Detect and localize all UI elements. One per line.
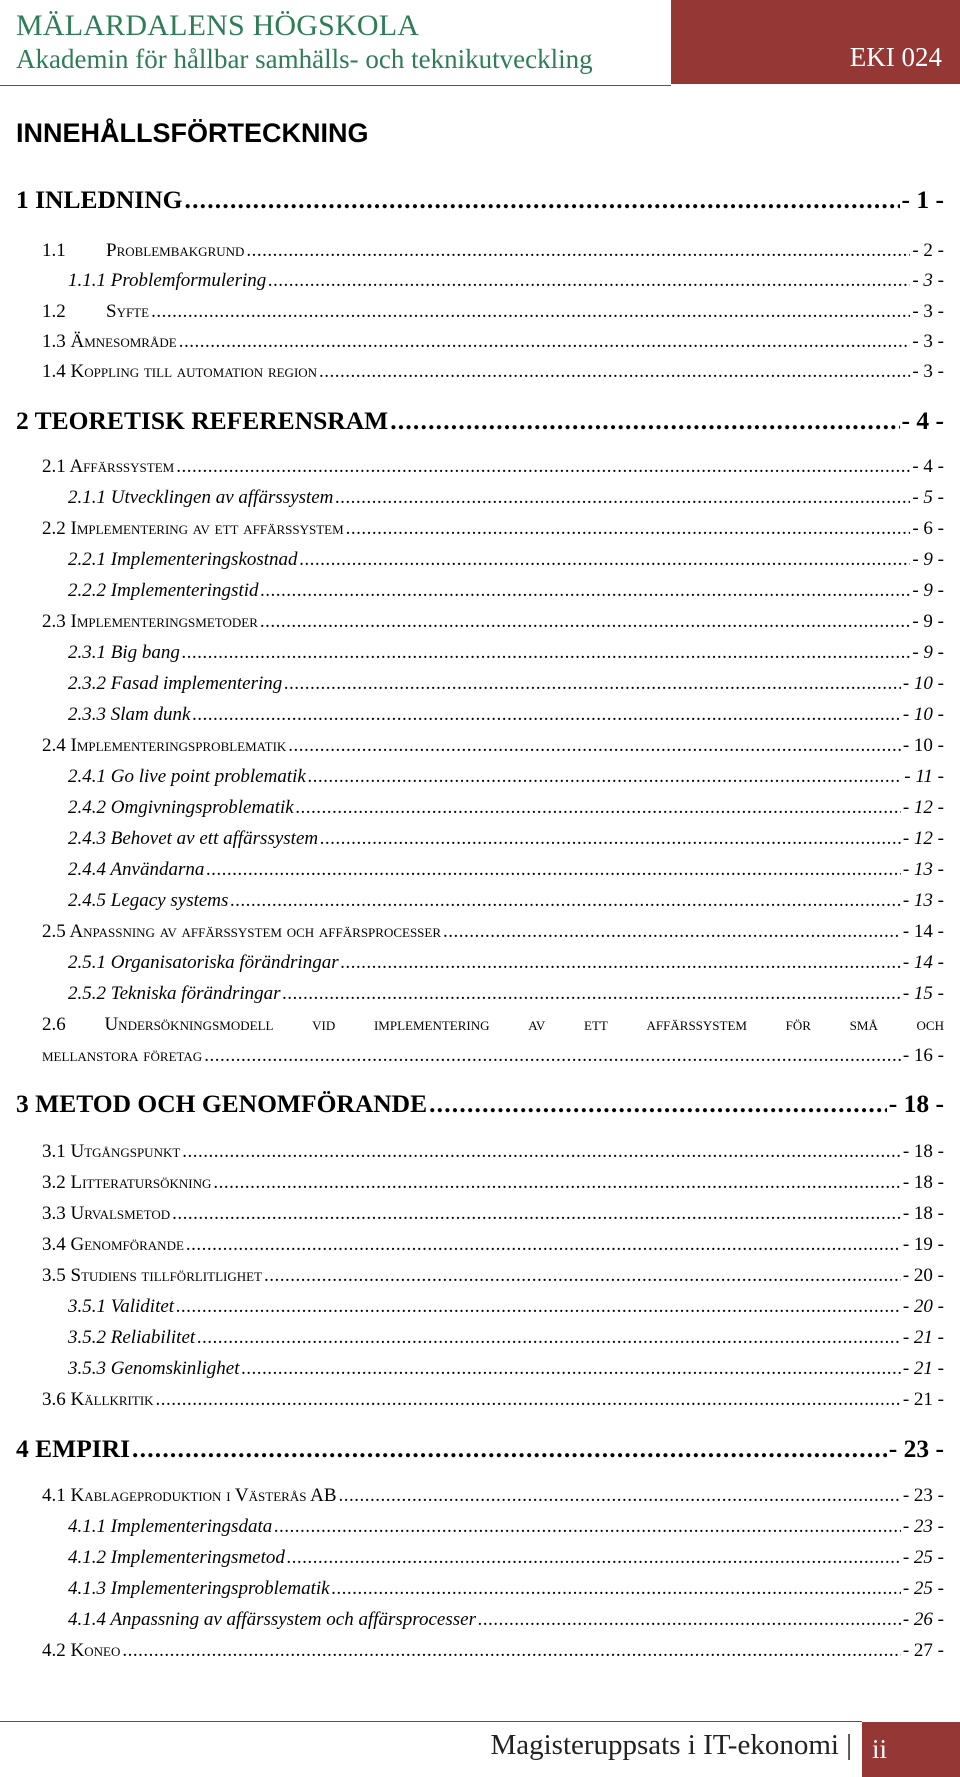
toc-entry-subsection[interactable] — [68, 549, 944, 571]
toc-entry-subsection[interactable] — [68, 704, 944, 726]
course-code: EKI 024 — [849, 42, 942, 72]
toc-entry-subsection[interactable] — [68, 1327, 944, 1349]
toc-leader-dots — [197, 1327, 901, 1347]
toc-entry-page: - 23 - — [902, 1485, 944, 1506]
toc-leader-dots — [156, 1389, 901, 1409]
toc-entry-label: 3.5.3 Genomskinlighet — [68, 1358, 240, 1379]
toc-entry-page: - 19 - — [902, 1234, 944, 1255]
toc-entry-page: - 12 - — [902, 797, 944, 818]
toc-leader-dots — [176, 1296, 901, 1316]
toc-leader-dots — [242, 1358, 901, 1378]
toc-leader-dots — [264, 1265, 901, 1285]
page-number-box — [862, 1722, 960, 1777]
toc-entry-number: 1.1 — [42, 240, 66, 261]
toc-entry-label: 2.4.5 Legacy systems — [68, 890, 229, 911]
toc-entry-page: - 23 - — [902, 1516, 944, 1537]
toc-leader-dots — [320, 828, 901, 848]
toc-entry-page: - 20 - — [902, 1296, 944, 1317]
toc-entry-subsection[interactable] — [68, 487, 944, 509]
header-title-block — [16, 8, 593, 74]
toc-entry-subsection[interactable] — [68, 952, 944, 974]
toc-entry-section[interactable] — [42, 518, 944, 540]
toc-leader-dots — [341, 952, 901, 972]
toc-leader-dots — [390, 406, 899, 433]
page-footer — [0, 1701, 960, 1777]
toc-entry-page: - 2 - — [912, 240, 944, 261]
toc-entry-page: - 20 - — [902, 1265, 944, 1286]
toc-leader-dots — [176, 456, 910, 476]
toc-entry-label: 1 INLEDNING — [16, 185, 183, 214]
toc-entry-label: 4.1.2 Implementeringsmetod — [68, 1547, 285, 1568]
toc-entry-section[interactable] — [42, 1203, 944, 1225]
toc-entry-page: - 16 - — [902, 1045, 944, 1066]
toc-entry-label: Syfte — [106, 301, 150, 322]
toc-entry-section[interactable] — [42, 1172, 944, 1194]
toc-entry-label: 3.1 Utgångspunkt — [42, 1141, 181, 1162]
toc-entry-section[interactable] — [42, 301, 944, 323]
toc-entry-label: 3.5.1 Validitet — [68, 1296, 175, 1317]
toc-entry-label: 2.4.2 Omgivningsproblematik — [68, 797, 294, 818]
toc-entry-section[interactable] — [42, 1141, 944, 1163]
toc-entry-page: - 21 - — [902, 1389, 944, 1410]
toc-entry-section[interactable] — [42, 361, 944, 383]
toc-entry-label: 3.5 Studiens tillförlitlighet — [42, 1265, 263, 1286]
footer-divider — [0, 1721, 862, 1722]
toc-entry-subsection[interactable] — [68, 1547, 944, 1569]
toc-leader-dots — [182, 1141, 901, 1161]
toc-entry-page: - 10 - — [902, 673, 944, 694]
toc-entry-page: - 18 - — [902, 1172, 944, 1193]
toc-entry-subsection[interactable] — [68, 766, 944, 788]
toc-entry-label: 2.4 Implementeringsproblematik — [42, 735, 287, 756]
toc-entry-subsection[interactable] — [68, 1358, 944, 1380]
toc-leader-dots — [151, 301, 910, 321]
toc-entry-label: 4.1.3 Implementeringsproblematik — [68, 1578, 330, 1599]
toc-entry-label: 2.4.1 Go live point problematik — [68, 766, 306, 787]
toc-entry-page: - 13 - — [902, 890, 944, 911]
toc-leader-dots — [478, 1609, 901, 1629]
toc-leader-dots — [335, 487, 910, 507]
toc-entry-page: - 12 - — [902, 828, 944, 849]
toc-entry-page: - 11 - — [904, 766, 944, 787]
toc-entry-label: 2.2 Implementering av ett affärssystem — [42, 518, 344, 539]
toc-leader-dots — [206, 859, 901, 879]
toc-leader-dots — [179, 331, 911, 351]
toc-leader-dots — [186, 1234, 901, 1254]
toc-leader-dots — [246, 240, 910, 260]
footer-label: Magisteruppsats i IT-ekonomi | — [490, 1729, 852, 1761]
toc-entry-page: - 14 - — [902, 921, 944, 942]
toc-entry-page: - 18 - — [888, 1089, 944, 1118]
toc-entry-label: 4.1.1 Implementeringsdata — [68, 1516, 273, 1537]
toc-entry-label: 2.1 Affärssystem — [42, 456, 175, 477]
toc-entry-label: 2.4.4 Användarna — [68, 859, 205, 880]
toc-leader-dots — [261, 580, 911, 600]
toc-entry-label: 4.1.4 Anpassning av affärssystem och affärsprocesser — [68, 1609, 476, 1630]
toc-entry-label: 1.1.1 Problemformulering — [68, 270, 267, 291]
toc-entry-label: 4.2 Koneo — [42, 1640, 121, 1661]
toc-leader-dots — [283, 983, 901, 1003]
toc-entry-page: - 15 - — [902, 983, 944, 1004]
toc-entry-label: 3.2 Litteratursökning — [42, 1172, 212, 1193]
toc-entry-page: - 5 - — [912, 487, 944, 508]
toc-entry-section[interactable] — [42, 1234, 944, 1256]
toc-entry-subsection[interactable] — [68, 890, 944, 912]
toc-entry-page: - 21 - — [902, 1327, 944, 1348]
toc-entry-subsection[interactable] — [68, 270, 944, 292]
toc-entry-subsection[interactable] — [68, 797, 944, 819]
toc-entry-section[interactable] — [42, 1389, 944, 1411]
toc-entry-page: - 9 - — [912, 611, 944, 632]
toc-leader-dots — [346, 518, 911, 538]
toc-entry-subsection[interactable] — [68, 580, 944, 602]
toc-entry-label: 2.4.3 Behovet av ett affärssystem — [68, 828, 319, 849]
toc-leader-dots — [268, 270, 910, 290]
toc-leader-dots — [132, 1434, 887, 1461]
toc-entry-label: 3.3 Urvalsmetod — [42, 1203, 171, 1224]
toc-leader-dots — [204, 1045, 901, 1065]
toc-entry-label: 2.3.1 Big bang — [68, 642, 180, 663]
toc-entry-subsection[interactable] — [68, 983, 944, 1005]
toc-leader-dots — [308, 766, 902, 786]
toc-entry-subsection[interactable] — [68, 1578, 944, 1600]
toc-entry-page: - 10 - — [902, 704, 944, 725]
toc-entry-label: 1.4 Koppling till automation region — [42, 361, 318, 382]
toc-heading: INNEHÅLLSFÖRTECKNING — [16, 118, 369, 148]
toc-entry-label: 2.3 Implementeringsmetoder — [42, 611, 258, 632]
toc-entry-page: - 13 - — [902, 859, 944, 880]
toc-entry-page: - 6 - — [912, 518, 944, 539]
toc-entry-page: - 25 - — [902, 1547, 944, 1568]
toc-leader-dots — [182, 642, 910, 662]
toc-entry-page: - 21 - — [902, 1358, 944, 1379]
toc-entry-chapter[interactable] — [16, 1434, 944, 1464]
toc-entry-label: 3.4 Genomförande — [42, 1234, 184, 1255]
toc-entry-label: 3 METOD OCH GENOMFÖRANDE — [16, 1089, 428, 1118]
toc-entry-page: - 9 - — [912, 642, 944, 663]
toc-entry-label: 2.3.2 Fasad implementering — [68, 673, 283, 694]
department-name: Akademin för hållbar samhälls- och teknikutveckling — [16, 44, 593, 74]
toc-leader-dots — [288, 735, 901, 755]
toc-entry-subsection[interactable] — [68, 1609, 944, 1631]
toc-leader-dots — [287, 1547, 901, 1567]
toc-entry-section[interactable] — [42, 1045, 944, 1067]
header-divider — [0, 85, 671, 86]
toc-entry-chapter[interactable] — [16, 406, 944, 436]
toc-entry-label: 4.1 Kablageproduktion i Västerås AB — [42, 1485, 337, 1506]
toc-entry-label: 2.5.1 Organisatoriska förändringar — [68, 952, 339, 973]
toc-entry-label: 3.6 Källkritik — [42, 1389, 154, 1410]
toc-entry-page: - 18 - — [902, 1203, 944, 1224]
toc-entry-label: 2.5.2 Tekniska förändringar — [68, 983, 281, 1004]
toc-entry-section[interactable] — [42, 735, 944, 757]
toc-leader-dots — [172, 1203, 901, 1223]
toc-entry-page: - 3 - — [912, 301, 944, 322]
toc-entry-page: - 9 - — [912, 549, 944, 570]
toc-leader-dots — [429, 1089, 887, 1116]
toc-entry-page: - 3 - — [912, 270, 944, 291]
toc-leader-dots — [213, 1172, 900, 1192]
toc-leader-dots — [443, 921, 901, 941]
toc-leader-dots — [296, 797, 901, 817]
toc-entry-number: 1.2 — [42, 301, 66, 322]
toc-entry-subsection[interactable] — [68, 828, 944, 850]
toc-entry-label: mellanstora företag — [42, 1045, 203, 1066]
toc-leader-dots — [284, 673, 901, 693]
toc-entry-page: - 14 - — [902, 952, 944, 973]
toc-entry-label: 2.5 Anpassning av affärssystem och affärsprocesser — [42, 921, 442, 942]
toc-leader-dots — [339, 1485, 901, 1505]
toc-entry-page: - 27 - — [902, 1640, 944, 1661]
toc-entry-page: - 10 - — [902, 735, 944, 756]
toc-entry-section[interactable] — [42, 240, 944, 262]
toc-entry-section[interactable] — [42, 331, 944, 353]
toc-entry-label: 3.5.2 Reliabilitet — [68, 1327, 196, 1348]
toc-entry-chapter[interactable] — [16, 185, 944, 215]
toc-entry-subsection[interactable] — [68, 1296, 944, 1318]
toc-entry-section-line1[interactable]: 2.6 Undersökningsmodell vid implementering av ett affärssystem för små och — [42, 1014, 944, 1035]
page-header — [0, 0, 960, 86]
toc-entry-subsection[interactable] — [68, 642, 944, 664]
toc-entry-subsection[interactable] — [68, 1516, 944, 1538]
toc-entry-page: - 4 - — [912, 456, 944, 477]
toc-leader-dots — [192, 704, 900, 724]
toc-entry-page: - 18 - — [902, 1141, 944, 1162]
toc-entry-label: 1.3 Ämnesområde — [42, 331, 177, 352]
toc-leader-dots — [122, 1640, 901, 1660]
toc-entry-label: Problembakgrund — [106, 240, 245, 261]
toc-entry-page: - 9 - — [912, 580, 944, 601]
toc-entry-page: - 26 - — [902, 1609, 944, 1630]
toc-entry-page: - 4 - — [901, 406, 944, 435]
toc-entry-section[interactable] — [42, 1265, 944, 1287]
toc-entry-subsection[interactable] — [68, 859, 944, 881]
toc-entry-label: 4 EMPIRI — [16, 1434, 131, 1463]
toc-leader-dots — [300, 549, 911, 569]
toc-leader-dots — [260, 611, 910, 631]
toc-entry-label: 2.3.3 Slam dunk — [68, 704, 191, 725]
toc-leader-dots — [332, 1578, 901, 1598]
toc-entry-subsection[interactable] — [68, 673, 944, 695]
toc-leader-dots — [274, 1516, 901, 1536]
toc-leader-dots — [319, 361, 910, 381]
toc-entry-chapter[interactable] — [16, 1089, 944, 1119]
toc-entry-label: 2.1.1 Utvecklingen av affärssystem — [68, 487, 334, 508]
university-name: MÄLARDALENS HÖGSKOLA — [16, 9, 420, 42]
toc-entry-label: 2 TEORETISK REFERENSRAM — [16, 406, 389, 435]
toc-entry-page: - 25 - — [902, 1578, 944, 1599]
toc-entry-page: - 3 - — [912, 331, 944, 352]
toc-entry-page: - 23 - — [888, 1434, 944, 1463]
toc-entry-label: 2.2.1 Implementeringskostnad — [68, 549, 298, 570]
toc-entry-page: - 1 - — [901, 185, 944, 214]
toc-entry-section[interactable] — [42, 1640, 944, 1662]
toc-leader-dots — [185, 185, 900, 212]
toc-entry-section[interactable] — [42, 921, 944, 943]
page-number: ii — [872, 1734, 888, 1764]
course-code-box — [671, 0, 960, 84]
toc-entry-label: 2.2.2 Implementeringstid — [68, 580, 259, 601]
toc-entry-section[interactable] — [42, 1485, 944, 1507]
toc-entry-page: - 3 - — [912, 361, 944, 382]
toc-leader-dots — [230, 890, 900, 910]
toc-entry-section[interactable] — [42, 611, 944, 633]
toc-entry-section[interactable] — [42, 456, 944, 478]
